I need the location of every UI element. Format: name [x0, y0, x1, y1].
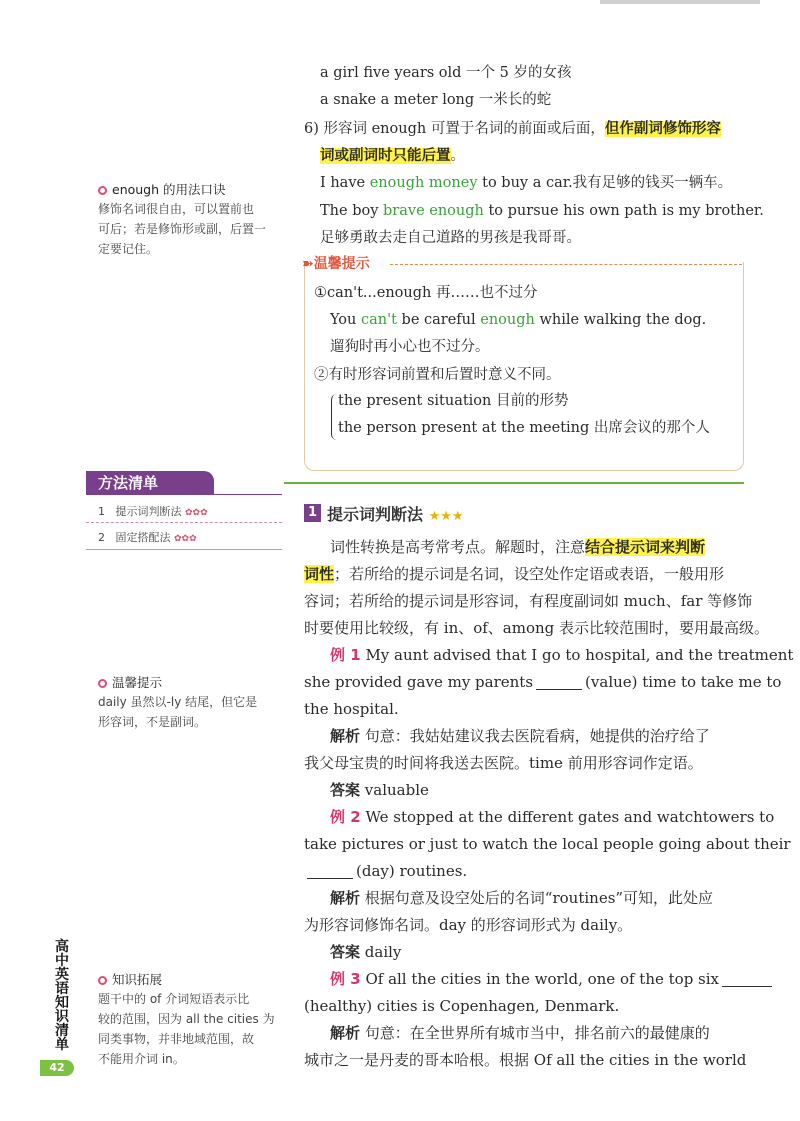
enough-example-1: I have enough money to buy a car.我有足够的钱买一辆车。 — [320, 175, 733, 191]
answer-blank[interactable] — [307, 864, 353, 879]
example-1-analysis-2: 我父母宝贵的时间将我送去医院。time 前用形容词作定语。 — [304, 754, 703, 772]
example-girl: a girl five years old 一个 5 岁的女孩 — [320, 65, 572, 81]
example-3-analysis-2: 城市之一是丹麦的哥本哈根。根据 Of all the cities in the world — [304, 1051, 747, 1069]
arrow-icon: ➽ — [302, 256, 314, 272]
method-list-header: 方法清单 — [86, 471, 214, 495]
side-note-knowledge-body: 题干中的 of 介词短语表示比 较的范围，因为 all the cities 为 同类事物，并非地域范围，故 不能用介词 in。 — [98, 992, 275, 1066]
section-paragraph-l3: 容词；若所给的提示词是形容词，有程度副词如 much、far 等修饰 — [304, 592, 753, 610]
method-item-1[interactable]: 1 提示词判断法 ✿✿✿ — [98, 505, 208, 518]
tip-item-2: ②有时形容词前置和后置时意义不同。 — [314, 367, 561, 383]
tip-box-title: ➽温馨提示 — [302, 256, 370, 272]
method-item-2[interactable]: 2 固定搭配法 ✿✿✿ — [98, 531, 197, 544]
brace — [331, 394, 338, 440]
bullet-icon — [98, 186, 107, 195]
tip-item-1-cn: 遛狗时再小心也不过分。 — [330, 339, 490, 355]
tip-item-1: ①can't...enough 再……也不过分 — [314, 285, 538, 301]
spine-title: 高中英语知识清单 — [55, 939, 69, 1053]
top-header-decoration — [600, 0, 760, 4]
example-2-line-2: take pictures or just to watch the local people going about their — [304, 835, 791, 853]
example-3-line-2: (healthy) cities is Copenhagen, Denmark. — [304, 997, 620, 1015]
method-list-headerline — [86, 494, 282, 495]
answer-blank[interactable] — [722, 972, 772, 987]
rating-stars: ★★★ — [428, 509, 464, 524]
example-1-analysis-1: 解析 句意：我姑姑建议我去医院看病，她提供的治疗给了 — [330, 727, 710, 745]
enough-example-2: The boy brave enough to pursue his own path is my brother. — [320, 203, 764, 219]
example-2-answer: 答案 daily — [330, 943, 402, 961]
method-list-bottomline — [86, 549, 282, 550]
tip-item-2-b: the person present at the meeting 出席会议的那个人 — [338, 420, 710, 436]
example-2-line-1: 例 2 We stopped at the different gates and watchtowers to — [330, 808, 775, 826]
tip-box-topline — [390, 264, 742, 265]
example-1-line-1: 例 1 My aunt advised that I go to hospital, and the treatment — [330, 646, 794, 664]
example-1-line-3: the hospital. — [304, 700, 399, 718]
side-note-enough-body: 修饰名词很自由，可以置前也 可后；若是修饰形或副，后置一 定要记住。 — [98, 202, 267, 256]
side-note-tip-body: daily 虽然以-ly 结尾，但它是 形容词，不是副词。 — [98, 695, 258, 729]
section-paragraph-l2: 词性；若所给的提示词是名词，设空处作定语或表语，一般用形 — [304, 565, 725, 583]
example-2-analysis-2: 为形容词修饰名词。day 的形容词形式为 daily。 — [304, 916, 633, 934]
side-note-knowledge-title: 知识拓展 — [98, 970, 162, 988]
enough-example-2-cn: 足够勇敢去走自己道路的男孩是我哥哥。 — [320, 230, 581, 246]
section-paragraph-l4: 时要使用比较级，有 in、of、among 表示比较范围时，要用最高级。 — [304, 619, 770, 637]
example-3-analysis-1: 解析 句意：在全世界所有城市当中，排名前六的最健康的 — [330, 1024, 710, 1042]
rule-6-line-2: 词或副词时只能后置。 — [320, 148, 465, 164]
example-2-analysis-1: 解析 根据句意及设空处后的名词“routines”可知，此处应 — [330, 889, 714, 907]
section-number-badge: 1 — [304, 504, 321, 522]
example-2-line-3: (day) routines. — [304, 858, 467, 885]
example-3-line-1: 例 3 Of all the cities in the world, one of the top six — [330, 966, 775, 993]
method-item-divider — [86, 522, 282, 523]
side-note-enough-title: enough 的用法口诀 — [98, 180, 226, 198]
rule-6-line-1: 6) 形容词 enough 可置于名词的前面或后面，但作副词修饰形容 — [304, 121, 721, 137]
answer-blank[interactable] — [536, 675, 582, 690]
bullet-icon — [98, 976, 107, 985]
example-snake: a snake a meter long 一米长的蛇 — [320, 92, 552, 108]
tip-item-2-a: the present situation 目前的形势 — [338, 393, 569, 409]
example-1-answer: 答案 valuable — [330, 781, 429, 799]
bullet-icon — [98, 679, 107, 688]
tip-item-1-en: You can't be careful enough while walking the dog. — [330, 312, 707, 328]
page-number: 42 — [40, 1060, 74, 1076]
side-note-tip-title: 温馨提示 — [98, 673, 162, 691]
example-1-line-2: she provided gave my parents (value) time to take me to — [304, 673, 782, 691]
section-paragraph-l1: 词性转换是高考常考点。解题时，注意结合提示词来判断 — [330, 538, 706, 556]
section-divider-line — [284, 482, 744, 484]
section-title: 提示词判断法 ★★★ — [327, 505, 464, 524]
